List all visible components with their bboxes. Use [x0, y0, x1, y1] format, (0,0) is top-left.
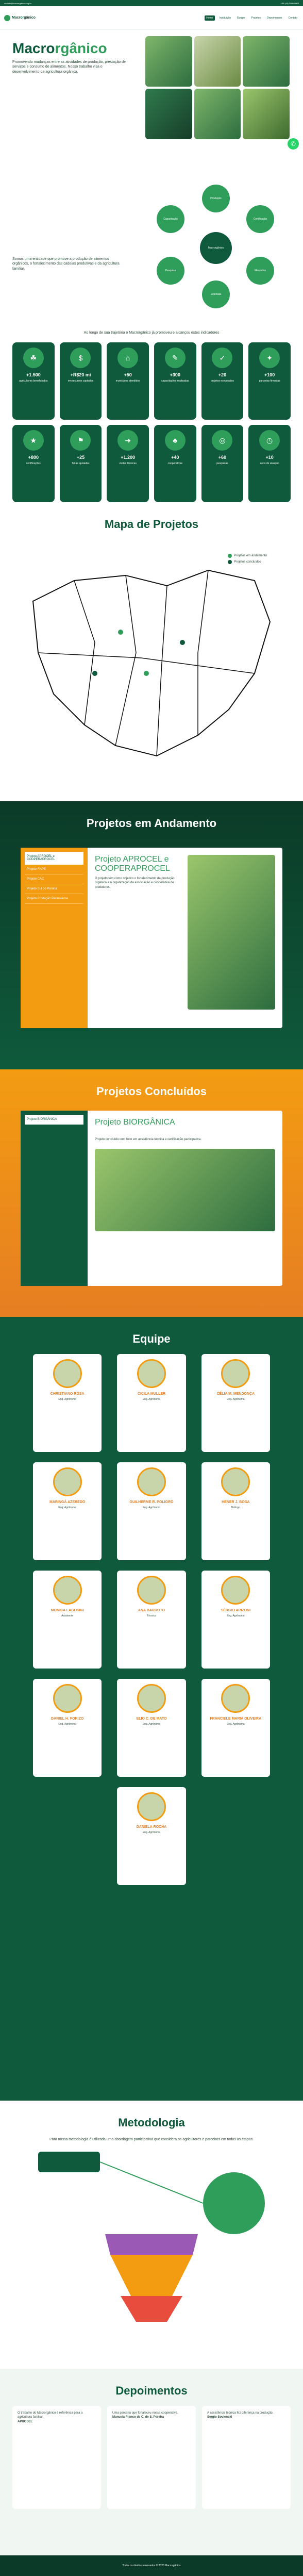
- state-map[interactable]: [12, 539, 291, 777]
- pillar-node: Extensão: [202, 280, 230, 308]
- legend-item: Projetos em andamento: [228, 554, 267, 558]
- team-member[interactable]: DANIELA ROCHA Eng. Agrônoma: [117, 1787, 186, 1885]
- team-member[interactable]: MONICA LAGOSINI Assistente: [33, 1571, 102, 1669]
- hero-section: [0, 30, 303, 169]
- hero-photo: [145, 89, 192, 139]
- map-title: Mapa de Projetos: [104, 518, 199, 531]
- topbar-phone[interactable]: +55 (44) 3099-0000: [280, 2, 299, 5]
- pillar-node: Capacitação: [157, 205, 184, 233]
- done-tab[interactable]: Projeto BIORGÂNICA: [25, 1115, 83, 1125]
- project-tabs: [21, 848, 88, 1028]
- stat-icon: ♣: [165, 430, 186, 451]
- stat-icon: ★: [23, 430, 44, 451]
- done-photo: [95, 1149, 275, 1231]
- nav-menu: [205, 15, 299, 21]
- done-card: [21, 1111, 282, 1286]
- stat-card: ⚑ +25 feiras apoiadas: [60, 425, 102, 502]
- hero-photo: [243, 36, 290, 87]
- topbar: [0, 0, 303, 6]
- stat-icon: ➜: [117, 430, 138, 451]
- avatar: [221, 1684, 250, 1713]
- team-member[interactable]: MARINGÁ AZEREDO Eng. Agrônoma: [33, 1462, 102, 1560]
- footer: Todos os direitos reservados © 2023 Macrorgânico: [0, 2555, 303, 2576]
- stat-card: ☘ +1.500 agricultores beneficiados: [12, 342, 55, 420]
- legend-item: Projetos concluídos: [228, 560, 267, 564]
- projects-in-progress: [0, 801, 303, 1069]
- avatar: [221, 1576, 250, 1605]
- project-tab[interactable]: Projeto Sul do Paraná: [25, 884, 83, 894]
- team-member[interactable]: CÉLIA M. MENDONÇA Eng. Agrônoma: [201, 1354, 270, 1452]
- team-member[interactable]: CHRISTIANO ROSA Eng. Agrônomo: [33, 1354, 102, 1452]
- testimonials-section: [0, 2369, 303, 2575]
- nav-item-depoimentos[interactable]: Depoimentos: [267, 16, 282, 20]
- team-member[interactable]: FRANCIELE MARIA OLIVEIRA Eng. Agrônoma: [201, 1679, 270, 1777]
- stat-card: ◎ +60 pesquisas: [201, 425, 244, 502]
- project-heading: Projeto APROCEL e COOPERAPROCEL: [95, 855, 170, 873]
- map-pin: [118, 630, 123, 635]
- about-section: [0, 169, 303, 324]
- nav-item-home[interactable]: Home: [205, 15, 214, 21]
- done-title: Projetos Concluídos: [96, 1085, 207, 1098]
- stat-card: $ +R$20 mi em recursos captados: [60, 342, 102, 420]
- avatar: [137, 1359, 166, 1388]
- team-member[interactable]: ELIO C. DE MATO Eng. Agrônomo: [117, 1679, 186, 1777]
- done-heading: Projeto BIORGÂNICA: [95, 1118, 175, 1127]
- stat-icon: ✓: [212, 348, 232, 368]
- brand-name: Macrorgânico: [12, 16, 36, 20]
- team-member[interactable]: HENER J. BOSA Biólogo: [201, 1462, 270, 1560]
- hero-photo: [145, 36, 192, 87]
- logo-mark: [4, 15, 10, 21]
- pillar-node: Mercados: [246, 257, 274, 285]
- stat-card: ➜ +1.200 visitas técnicas: [107, 425, 149, 502]
- stat-card: ⌂ +50 municípios atendidos: [107, 342, 149, 420]
- avatar: [221, 1467, 250, 1496]
- stat-card: ♣ +40 cooperativas: [154, 425, 196, 502]
- whatsapp-icon[interactable]: ✆: [288, 138, 299, 150]
- testimonial-card: A assistência técnica fez diferença na produção. Sergio Sovienski: [202, 2406, 291, 2509]
- stat-icon: ◎: [212, 430, 232, 451]
- pillar-center: Macrorgânico: [200, 232, 232, 264]
- map-pin: [92, 671, 97, 676]
- avatar: [137, 1467, 166, 1496]
- testimonials-title: Depoimentos: [115, 2384, 188, 2397]
- project-card: [21, 848, 282, 1028]
- project-photo: [188, 855, 275, 1010]
- stat-icon: $: [70, 348, 91, 368]
- testimonial-card: O trabalho do Macrorgânico é referência para a agricultura familiar. APROSEL: [12, 2406, 101, 2509]
- hero-photo: [194, 36, 241, 87]
- stat-icon: ⌂: [117, 348, 138, 368]
- avatar: [137, 1792, 166, 1821]
- done-body: [88, 1111, 282, 1286]
- stats-grid: [0, 342, 303, 502]
- pillar-node: Pesquisa: [157, 257, 184, 285]
- methodology-section: [0, 2101, 303, 2369]
- stat-icon: ⚑: [70, 430, 91, 451]
- stat-icon: ✦: [259, 348, 280, 368]
- map-pin: [144, 671, 149, 676]
- project-tab[interactable]: Projeto APROCEL e COOPERAPROCEL: [25, 852, 83, 865]
- nav-item-contato[interactable]: Contato: [288, 16, 297, 20]
- hero-photo-grid: [145, 36, 290, 139]
- nav-item-instituicao[interactable]: Instituição: [219, 16, 231, 20]
- stat-card: ✓ +20 projetos executados: [201, 342, 244, 420]
- about-text: Somos uma entidade que promove a produção de alimentos orgânicos, o fortalecimento das cadeias produtivas e da agricultura familiar.: [12, 257, 120, 271]
- main-nav: [0, 6, 303, 30]
- hero-text: Promovendo mudanças entre as atividades de produção, prestação de serviços e consumo de alimentos. Nosso trabalho visa o desenvolvimento da agricultura orgânica.: [12, 60, 126, 74]
- stat-icon: ◷: [259, 430, 280, 451]
- hero-photo: [243, 89, 290, 139]
- map-pin: [180, 640, 185, 645]
- topbar-email[interactable]: contato@macrorganico.org.br: [4, 2, 31, 5]
- pillars-cluster: [148, 185, 282, 308]
- project-tab[interactable]: Projeto Produção Paranaense: [25, 894, 83, 904]
- done-tabs: [21, 1111, 88, 1286]
- stat-icon: ✎: [165, 348, 186, 368]
- team-title: Equipe: [132, 1332, 171, 1345]
- stat-icon: ☘: [23, 348, 44, 368]
- logo[interactable]: [4, 15, 36, 21]
- method-text: Para nossa metodologia é utilizada uma abordagem participativa que considera os agricultores e parceiros em todas as etapas.: [49, 2138, 254, 2141]
- hero-title: Macrorgânico: [12, 40, 107, 56]
- nav-item-equipe[interactable]: Equipe: [237, 16, 245, 20]
- project-body: [88, 848, 282, 1028]
- methodology-diagram: [18, 2141, 285, 2337]
- map-legend: [228, 554, 267, 566]
- team-member[interactable]: CICILA MULLER Eng. Agrônoma: [117, 1354, 186, 1452]
- team-section: [0, 1317, 303, 2101]
- avatar: [137, 1684, 166, 1713]
- team-member[interactable]: DANIEL H. FORIZO Eng. Agrônomo: [33, 1679, 102, 1777]
- project-tab[interactable]: Projeto RAPE: [25, 865, 83, 874]
- method-title: Metodologia: [118, 2116, 185, 2129]
- avatar: [53, 1467, 82, 1496]
- pillar-node: Certificação: [246, 205, 274, 233]
- projects-done: [0, 1069, 303, 1317]
- stat-card: ✦ +100 parcerias firmadas: [248, 342, 291, 420]
- hero-photo: [194, 89, 241, 139]
- stat-card: ✎ +300 capacitações realizadas: [154, 342, 196, 420]
- testimonial-card: Uma parceria que fortaleceu nossa cooperativa. Manuela Franco de C. de S. Pereira: [107, 2406, 196, 2509]
- project-tab[interactable]: Projeto CAC: [25, 874, 83, 884]
- stat-card: ★ +800 certificações: [12, 425, 55, 502]
- team-grid: [12, 1354, 291, 1885]
- projects-title: Projetos em Andamento: [86, 817, 217, 830]
- avatar: [137, 1576, 166, 1605]
- stats-intro: Ao longo de sua trajetória o Macrorgânico já promoveu e alcançou estes indicadores: [83, 331, 220, 335]
- stat-card: ◷ +10 anos de atuação: [248, 425, 291, 502]
- pillar-node: Produção: [202, 185, 230, 212]
- avatar: [221, 1359, 250, 1388]
- avatar: [53, 1684, 82, 1713]
- avatar: [53, 1359, 82, 1388]
- done-text: Projeto concluído com foco em assistência técnica e certificação participativa.: [95, 1138, 201, 1141]
- team-member[interactable]: SÉRGIO ARIZONI Eng. Agrônomo: [201, 1571, 270, 1669]
- avatar: [53, 1576, 82, 1605]
- team-member[interactable]: ANA BARROTO Técnica: [117, 1571, 186, 1669]
- nav-item-projetos[interactable]: Projetos: [251, 16, 261, 20]
- team-member[interactable]: GUILHERME R. POLIGRO Eng. Agrônomo: [117, 1462, 186, 1560]
- testimonial-grid: [12, 2406, 291, 2509]
- project-text: O projeto tem como objetivo o fortalecimento da produção orgânica e a organização da associação e cooperativa de produtores.: [95, 877, 175, 889]
- map-section: [0, 502, 303, 801]
